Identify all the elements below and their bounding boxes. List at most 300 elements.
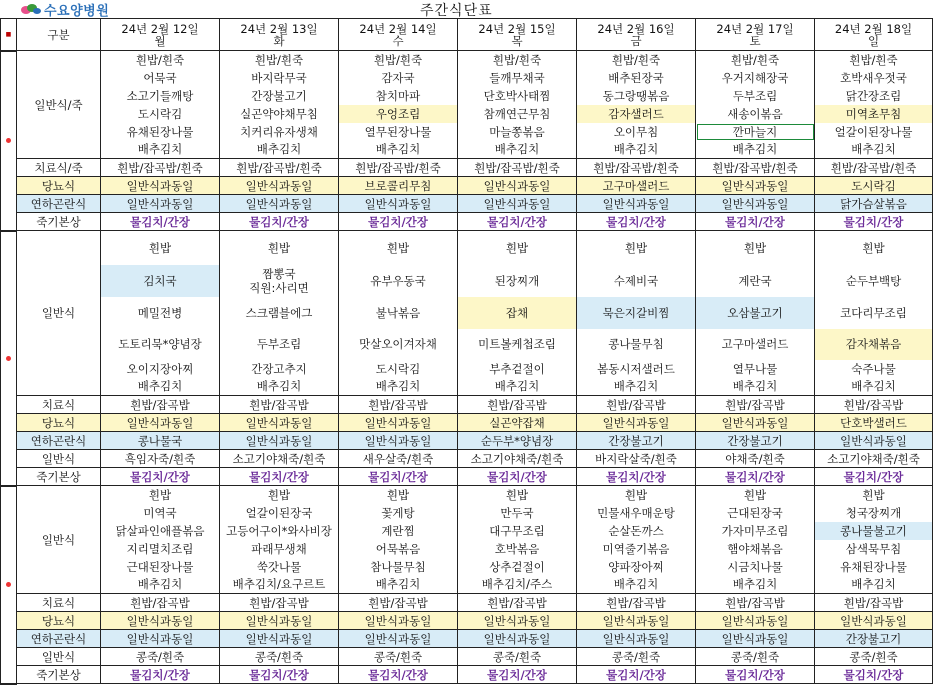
menu-cell: 일반식과동일 bbox=[101, 414, 220, 432]
menu-row bbox=[1, 648, 933, 666]
menu-cell: 파래무생채 bbox=[220, 540, 339, 558]
menu-cell: 유채된장나물 bbox=[815, 558, 933, 576]
menu-cell: 참치마파 bbox=[339, 87, 458, 105]
day-weekday: 월 bbox=[154, 33, 166, 48]
menu-cell: 흰밥 bbox=[220, 231, 339, 265]
menu-cell: 일반식과동일 bbox=[220, 432, 339, 450]
menu-cell: 가자미무조림 bbox=[696, 522, 815, 540]
hospital-name: 수요양병원 bbox=[44, 3, 110, 19]
menu-cell: 흰밥/잡곡밥 bbox=[458, 594, 577, 612]
menu-cell: 일반식과동일 bbox=[696, 414, 815, 432]
menu-cell: 흰밥 bbox=[577, 486, 696, 504]
day-header bbox=[220, 19, 339, 51]
menu-cell: 일반식과동일 bbox=[101, 612, 220, 630]
menu-cell: 오삼불고기 bbox=[696, 297, 815, 329]
menu-cell: 순두부백탕 bbox=[815, 265, 933, 297]
menu-cell: 배추김치 bbox=[339, 141, 458, 159]
menu-cell: 호박새우젓국 bbox=[815, 69, 933, 87]
menu-cell: 봄동시저샐러드 bbox=[577, 360, 696, 378]
menu-cell: 오이무침 bbox=[577, 123, 696, 141]
flower-icon bbox=[6, 582, 11, 587]
menu-cell: 배추김치 bbox=[339, 378, 458, 396]
menu-cell: 배추김치 bbox=[696, 576, 815, 594]
menu-cell: 물김치/간장 bbox=[220, 213, 339, 231]
day-header bbox=[458, 19, 577, 51]
menu-cell: 일반식과동일 bbox=[339, 612, 458, 630]
menu-cell: 물김치/간장 bbox=[696, 666, 815, 684]
day-header bbox=[339, 19, 458, 51]
category-label: 죽기본상 bbox=[17, 468, 101, 486]
menu-cell: 흰밥/흰죽 bbox=[458, 51, 577, 69]
menu-cell: 배추김치 bbox=[696, 378, 815, 396]
menu-cell: 계란찜 bbox=[339, 522, 458, 540]
day-date: 24년 2월 15일 bbox=[478, 21, 556, 36]
menu-cell: 물김치/간장 bbox=[339, 213, 458, 231]
menu-cell: 새우살죽/흰죽 bbox=[339, 450, 458, 468]
menu-cell: 흰밥 bbox=[577, 231, 696, 265]
menu-cell: 유부우동국 bbox=[339, 265, 458, 297]
menu-cell: 일반식과동일 bbox=[220, 177, 339, 195]
menu-cell: 닭간장조림 bbox=[815, 87, 933, 105]
menu-cell: 흰밥/잡곡밥 bbox=[577, 594, 696, 612]
menu-cell: 배추김치 bbox=[458, 141, 577, 159]
menu-cell: 민물새우매운탕 bbox=[577, 504, 696, 522]
menu-row bbox=[1, 540, 933, 558]
menu-row bbox=[1, 213, 933, 231]
menu-cell: 흰밥/잡곡밥 bbox=[458, 396, 577, 414]
menu-cell: 흰밥 bbox=[696, 486, 815, 504]
menu-cell: 일반식과동일 bbox=[577, 630, 696, 648]
menu-cell: 흰밥/잡곡밥/흰죽 bbox=[815, 159, 933, 177]
day-date: 24년 2월 17일 bbox=[716, 21, 794, 36]
day-weekday: 금 bbox=[630, 33, 642, 48]
menu-cell: 치커리유자생채 bbox=[220, 123, 339, 141]
menu-row bbox=[1, 594, 933, 612]
menu-row bbox=[1, 558, 933, 576]
menu-cell: 감자샐러드 bbox=[577, 105, 696, 123]
menu-cell: 흰밥/잡곡밥 bbox=[815, 396, 933, 414]
menu-cell: 만두국 bbox=[458, 504, 577, 522]
menu-cell: 코다리무조림 bbox=[815, 297, 933, 329]
day-weekday: 토 bbox=[749, 33, 761, 48]
menu-cell: 닭가슴살볶음 bbox=[815, 195, 933, 213]
menu-cell: 배추김치 bbox=[458, 378, 577, 396]
category-label: 죽기본상 bbox=[17, 213, 101, 231]
menu-cell: 일반식과동일 bbox=[220, 630, 339, 648]
menu-cell: 일반식과동일 bbox=[101, 177, 220, 195]
menu-row bbox=[1, 231, 933, 265]
menu-cell: 삼색묵무침 bbox=[815, 540, 933, 558]
menu-cell: 실곤약야채무침 bbox=[220, 105, 339, 123]
meal-label bbox=[1, 486, 17, 684]
menu-cell: 배추김치 bbox=[220, 378, 339, 396]
menu-cell: 실곤약잡채 bbox=[458, 414, 577, 432]
menu-cell: 일반식과동일 bbox=[339, 432, 458, 450]
day-weekday: 수 bbox=[392, 33, 404, 48]
menu-cell: 콩나물국 bbox=[101, 432, 220, 450]
category-label: 당뇨식 bbox=[17, 414, 101, 432]
menu-cell: 간장불고기 bbox=[577, 432, 696, 450]
category-label: 일반식/죽 bbox=[17, 51, 101, 159]
menu-cell: 오이지장아찌 bbox=[101, 360, 220, 378]
menu-cell: 김치국 bbox=[101, 265, 220, 297]
menu-cell: 콩죽/흰죽 bbox=[220, 648, 339, 666]
category-label: 죽기본상 bbox=[17, 666, 101, 684]
menu-cell: 배추김치 bbox=[577, 378, 696, 396]
menu-cell: 지리멸치조림 bbox=[101, 540, 220, 558]
menu-cell: 배추김치/주스 bbox=[458, 576, 577, 594]
menu-cell: 수제비국 bbox=[577, 265, 696, 297]
menu-cell: 물김치/간장 bbox=[458, 213, 577, 231]
menu-cell: 근대된장국 bbox=[696, 504, 815, 522]
menu-cell: 참나물무침 bbox=[339, 558, 458, 576]
day-date: 24년 2월 18일 bbox=[834, 21, 913, 36]
meal-header: ■ bbox=[1, 19, 17, 51]
menu-row bbox=[1, 105, 933, 123]
menu-cell: 물김치/간장 bbox=[696, 213, 815, 231]
menu-cell: 흰밥/잡곡밥/흰죽 bbox=[101, 159, 220, 177]
menu-cell: 메밀전병 bbox=[101, 297, 220, 329]
day-header bbox=[101, 19, 220, 51]
menu-cell: 물김치/간장 bbox=[815, 666, 933, 684]
menu-row bbox=[1, 522, 933, 540]
menu-cell: 흰밥/흰죽 bbox=[101, 51, 220, 69]
menu-cell: 콩죽/흰죽 bbox=[577, 648, 696, 666]
menu-cell: 미역초무침 bbox=[815, 105, 933, 123]
menu-cell: 물김치/간장 bbox=[577, 666, 696, 684]
category-label: 일반식 bbox=[17, 450, 101, 468]
menu-cell: 콩죽/흰죽 bbox=[696, 648, 815, 666]
menu-cell: 일반식과동일 bbox=[458, 612, 577, 630]
hospital-logo bbox=[20, 1, 109, 17]
menu-cell: 감자국 bbox=[339, 69, 458, 87]
menu-cell: 배추김치/요구르트 bbox=[220, 576, 339, 594]
menu-cell: 흰밥/잡곡밥/흰죽 bbox=[696, 159, 815, 177]
menu-cell: 흰밥 bbox=[815, 231, 933, 265]
category-label: 치료식 bbox=[17, 594, 101, 612]
category-label: 연하곤란식 bbox=[17, 195, 101, 213]
menu-cell: 배추김치 bbox=[577, 576, 696, 594]
day-weekday: 목 bbox=[511, 33, 523, 48]
menu-cell: 흰밥/잡곡밥/흰죽 bbox=[458, 159, 577, 177]
menu-cell: 흰밥/잡곡밥 bbox=[696, 594, 815, 612]
menu-row bbox=[1, 123, 933, 141]
menu-cell: 흰밥/잡곡밥/흰죽 bbox=[220, 159, 339, 177]
menu-cell: 미트볼케첩조림 bbox=[458, 329, 577, 360]
menu-cell: 물김치/간장 bbox=[458, 468, 577, 486]
day-weekday: 화 bbox=[273, 33, 285, 48]
category-label: 당뇨식 bbox=[17, 177, 101, 195]
menu-cell: 배추김치 bbox=[339, 576, 458, 594]
menu-cell: 일반식과동일 bbox=[458, 630, 577, 648]
menu-cell: 도시락김 bbox=[101, 105, 220, 123]
menu-cell: 흰밥/흰죽 bbox=[220, 51, 339, 69]
menu-row bbox=[1, 612, 933, 630]
menu-cell: 일반식과동일 bbox=[339, 630, 458, 648]
menu-cell: 된장찌개 bbox=[458, 265, 577, 297]
menu-cell: 마늘쫑볶음 bbox=[458, 123, 577, 141]
day-header bbox=[815, 19, 933, 51]
menu-cell: 단호박샐러드 bbox=[815, 414, 933, 432]
menu-cell: 흰밥 bbox=[458, 486, 577, 504]
menu-cell: 흰밥/잡곡밥 bbox=[101, 396, 220, 414]
menu-cell: 부추겉절이 bbox=[458, 360, 577, 378]
menu-row bbox=[1, 450, 933, 468]
menu-cell: 콩죽/흰죽 bbox=[339, 648, 458, 666]
menu-cell: 닭살파인애플볶음 bbox=[101, 522, 220, 540]
menu-cell: 물김치/간장 bbox=[577, 468, 696, 486]
menu-row bbox=[1, 432, 933, 450]
menu-cell: 흰밥/잡곡밥 bbox=[696, 396, 815, 414]
menu-cell: 흰밥 bbox=[458, 231, 577, 265]
menu-cell: 어묵볶음 bbox=[339, 540, 458, 558]
menu-cell: 고구마샐러드 bbox=[696, 329, 815, 360]
menu-row bbox=[1, 504, 933, 522]
menu-cell: 열무된장나물 bbox=[339, 123, 458, 141]
menu-cell: 흰밥/잡곡밥 bbox=[339, 594, 458, 612]
menu-cell: 흰밥 bbox=[220, 486, 339, 504]
menu-cell: 흰밥 bbox=[339, 486, 458, 504]
menu-cell: 유채된장나물 bbox=[101, 123, 220, 141]
menu-cell: 흰밥 bbox=[815, 486, 933, 504]
menu-cell: 묵은지갈비찜 bbox=[577, 297, 696, 329]
category-label: 연하곤란식 bbox=[17, 630, 101, 648]
menu-row bbox=[1, 141, 933, 159]
menu-row bbox=[1, 329, 933, 360]
menu-cell: 고등어구이*와사비장 bbox=[220, 522, 339, 540]
menu-cell: 소고기야채죽/흰죽 bbox=[815, 450, 933, 468]
meal-label bbox=[1, 231, 17, 486]
menu-cell: 일반식과동일 bbox=[696, 195, 815, 213]
menu-cell: 얼갈이된장국 bbox=[220, 504, 339, 522]
menu-row bbox=[1, 396, 933, 414]
page-title: 주간식단표 bbox=[420, 3, 493, 19]
menu-cell: 배추김치 bbox=[220, 141, 339, 159]
menu-cell: 일반식과동일 bbox=[101, 630, 220, 648]
menu-cell: 물김치/간장 bbox=[101, 666, 220, 684]
menu-cell: 소고기들깨탕 bbox=[101, 87, 220, 105]
meal-label bbox=[1, 51, 17, 231]
menu-cell: 배추된장국 bbox=[577, 69, 696, 87]
menu-cell: 일반식과동일 bbox=[815, 612, 933, 630]
menu-cell: 일반식과동일 bbox=[220, 414, 339, 432]
menu-cell: 배추김치 bbox=[577, 141, 696, 159]
menu-row bbox=[1, 576, 933, 594]
menu-row bbox=[1, 297, 933, 329]
menu-cell: 콩나물불고기 bbox=[815, 522, 933, 540]
menu-cell: 깐마늘지 bbox=[696, 123, 815, 141]
menu-cell: 간장불고기 bbox=[220, 87, 339, 105]
menu-row bbox=[1, 51, 933, 69]
menu-row bbox=[1, 414, 933, 432]
menu-cell: 계란국 bbox=[696, 265, 815, 297]
menu-cell: 물김치/간장 bbox=[458, 666, 577, 684]
menu-cell: 일반식과동일 bbox=[577, 612, 696, 630]
menu-cell: 콩죽/흰죽 bbox=[101, 648, 220, 666]
day-date: 24년 2월 16일 bbox=[597, 21, 675, 36]
menu-cell: 콩죽/흰죽 bbox=[458, 648, 577, 666]
menu-cell: 열무나물 bbox=[696, 360, 815, 378]
menu-cell: 일반식과동일 bbox=[696, 177, 815, 195]
menu-cell: 흰밥 bbox=[696, 231, 815, 265]
menu-cell: 도시락김 bbox=[339, 360, 458, 378]
menu-cell: 두부조림 bbox=[696, 87, 815, 105]
menu-cell: 물김치/간장 bbox=[577, 213, 696, 231]
menu-cell: 숙주나물 bbox=[815, 360, 933, 378]
menu-cell: 잡채 bbox=[458, 297, 577, 329]
menu-row bbox=[1, 87, 933, 105]
menu-cell: 우거지해장국 bbox=[696, 69, 815, 87]
menu-cell: 일반식과동일 bbox=[696, 630, 815, 648]
menu-cell: 호박볶음 bbox=[458, 540, 577, 558]
menu-cell: 배추김치 bbox=[815, 141, 933, 159]
menu-cell: 두부조림 bbox=[220, 329, 339, 360]
menu-row bbox=[1, 265, 933, 297]
menu-cell: 물김치/간장 bbox=[339, 468, 458, 486]
menu-cell: 흑임자죽/흰죽 bbox=[101, 450, 220, 468]
menu-cell: 간장불고기 bbox=[696, 432, 815, 450]
menu-cell: 흰밥/잡곡밥/흰죽 bbox=[339, 159, 458, 177]
menu-cell: 우엉조림 bbox=[339, 105, 458, 123]
menu-cell: 콩나물무침 bbox=[577, 329, 696, 360]
menu-cell: 흰밥 bbox=[339, 231, 458, 265]
menu-cell: 일반식과동일 bbox=[220, 195, 339, 213]
day-date: 24년 2월 12일 bbox=[121, 21, 199, 36]
menu-cell: 동그랑땡볶음 bbox=[577, 87, 696, 105]
category-label: 치료식/죽 bbox=[17, 159, 101, 177]
menu-cell: 단호박사태찜 bbox=[458, 87, 577, 105]
day-header bbox=[696, 19, 815, 51]
menu-cell: 감자채볶음 bbox=[815, 329, 933, 360]
menu-cell: 불낙볶음 bbox=[339, 297, 458, 329]
menu-cell: 물김치/간장 bbox=[220, 468, 339, 486]
menu-cell: 일반식과동일 bbox=[101, 195, 220, 213]
menu-cell: 물김치/간장 bbox=[815, 213, 933, 231]
menu-row bbox=[1, 630, 933, 648]
menu-cell: 일반식과동일 bbox=[220, 612, 339, 630]
menu-cell: 브로콜리무침 bbox=[339, 177, 458, 195]
menu-cell: 배추김치 bbox=[101, 378, 220, 396]
menu-cell: 꽃게탕 bbox=[339, 504, 458, 522]
category-label: 일반식 bbox=[17, 486, 101, 594]
menu-cell: 흰밥/잡곡밥 bbox=[101, 594, 220, 612]
menu-row bbox=[1, 486, 933, 504]
menu-cell: 흰밥/잡곡밥/흰죽 bbox=[577, 159, 696, 177]
menu-row bbox=[1, 159, 933, 177]
category-label: 치료식 bbox=[17, 396, 101, 414]
menu-cell: 양파장아찌 bbox=[577, 558, 696, 576]
menu-cell: 짬뽕국 직원:사리면 bbox=[220, 265, 339, 297]
menu-cell: 소고기야채죽/흰죽 bbox=[458, 450, 577, 468]
menu-cell: 일반식과동일 bbox=[458, 177, 577, 195]
menu-cell: 흰밥/흰죽 bbox=[577, 51, 696, 69]
flower-icon bbox=[6, 356, 11, 361]
menu-cell: 물김치/간장 bbox=[815, 468, 933, 486]
menu-cell: 흰밥/잡곡밥 bbox=[339, 396, 458, 414]
menu-cell: 배추김치 bbox=[815, 378, 933, 396]
menu-cell: 간장고추지 bbox=[220, 360, 339, 378]
menu-cell: 흰밥/흰죽 bbox=[696, 51, 815, 69]
day-date: 24년 2월 13일 bbox=[240, 21, 318, 36]
menu-row bbox=[1, 195, 933, 213]
menu-row bbox=[1, 666, 933, 684]
category-header: 구분 bbox=[17, 19, 101, 51]
menu-row bbox=[1, 360, 933, 378]
menu-cell: 배추김치 bbox=[101, 576, 220, 594]
menu-cell: 미역국 bbox=[101, 504, 220, 522]
menu-cell: 미역줄기볶음 bbox=[577, 540, 696, 558]
menu-cell: 배추김치 bbox=[101, 141, 220, 159]
menu-cell: 쑥갓나물 bbox=[220, 558, 339, 576]
menu-cell: 물김치/간장 bbox=[220, 666, 339, 684]
menu-cell: 흰밥/흰죽 bbox=[815, 51, 933, 69]
menu-cell: 소고기야채죽/흰죽 bbox=[220, 450, 339, 468]
menu-row bbox=[1, 177, 933, 195]
menu-cell: 흰밥 bbox=[101, 486, 220, 504]
header-row bbox=[1, 19, 933, 51]
menu-cell: 어묵국 bbox=[101, 69, 220, 87]
menu-row bbox=[1, 468, 933, 486]
menu-cell: 고구마샐러드 bbox=[577, 177, 696, 195]
top-bar bbox=[0, 0, 935, 18]
menu-cell: 배추김치 bbox=[815, 576, 933, 594]
menu-row bbox=[1, 69, 933, 87]
menu-cell: 배추김치 bbox=[696, 141, 815, 159]
menu-cell: 물김치/간장 bbox=[101, 468, 220, 486]
day-header bbox=[577, 19, 696, 51]
menu-cell: 물김치/간장 bbox=[696, 468, 815, 486]
menu-cell: 들깨무채국 bbox=[458, 69, 577, 87]
menu-cell: 간장불고기 bbox=[815, 630, 933, 648]
flower-icon bbox=[6, 138, 11, 143]
menu-row bbox=[1, 378, 933, 396]
menu-cell: 얼갈이된장나물 bbox=[815, 123, 933, 141]
menu-cell: 흰밥/잡곡밥 bbox=[220, 396, 339, 414]
menu-cell: 흰밥/잡곡밥 bbox=[577, 396, 696, 414]
menu-cell: 일반식과동일 bbox=[339, 195, 458, 213]
menu-cell: 도토리묵*양념장 bbox=[101, 329, 220, 360]
menu-cell: 흰밥/잡곡밥 bbox=[815, 594, 933, 612]
menu-cell: 바지락살죽/흰죽 bbox=[577, 450, 696, 468]
menu-cell: 참깨연근무침 bbox=[458, 105, 577, 123]
category-label: 일반식 bbox=[17, 231, 101, 396]
menu-cell: 청국장찌개 bbox=[815, 504, 933, 522]
menu-cell: 근대된장나물 bbox=[101, 558, 220, 576]
menu-cell: 일반식과동일 bbox=[696, 612, 815, 630]
menu-cell: 새송이볶음 bbox=[696, 105, 815, 123]
menu-cell: 바지락무국 bbox=[220, 69, 339, 87]
menu-cell: 물김치/간장 bbox=[339, 666, 458, 684]
menu-cell: 콩죽/흰죽 bbox=[815, 648, 933, 666]
menu-cell: 상추겉절이 bbox=[458, 558, 577, 576]
category-label: 연하곤란식 bbox=[17, 432, 101, 450]
menu-cell: 일반식과동일 bbox=[815, 432, 933, 450]
menu-cell: 흰밥/잡곡밥 bbox=[220, 594, 339, 612]
menu-cell: 대구무조림 bbox=[458, 522, 577, 540]
menu-cell: 순살돈까스 bbox=[577, 522, 696, 540]
menu-cell: 일반식과동일 bbox=[339, 414, 458, 432]
menu-cell: 물김치/간장 bbox=[101, 213, 220, 231]
menu-cell: 시금치나물 bbox=[696, 558, 815, 576]
menu-cell: 햄야채볶음 bbox=[696, 540, 815, 558]
weekly-menu-table bbox=[0, 18, 933, 685]
menu-cell: 스크램블에그 bbox=[220, 297, 339, 329]
day-weekday: 일 bbox=[867, 33, 880, 48]
category-label: 당뇨식 bbox=[17, 612, 101, 630]
menu-cell: 야채죽/흰죽 bbox=[696, 450, 815, 468]
logo-mark-icon bbox=[20, 2, 42, 16]
category-label: 일반식 bbox=[17, 648, 101, 666]
